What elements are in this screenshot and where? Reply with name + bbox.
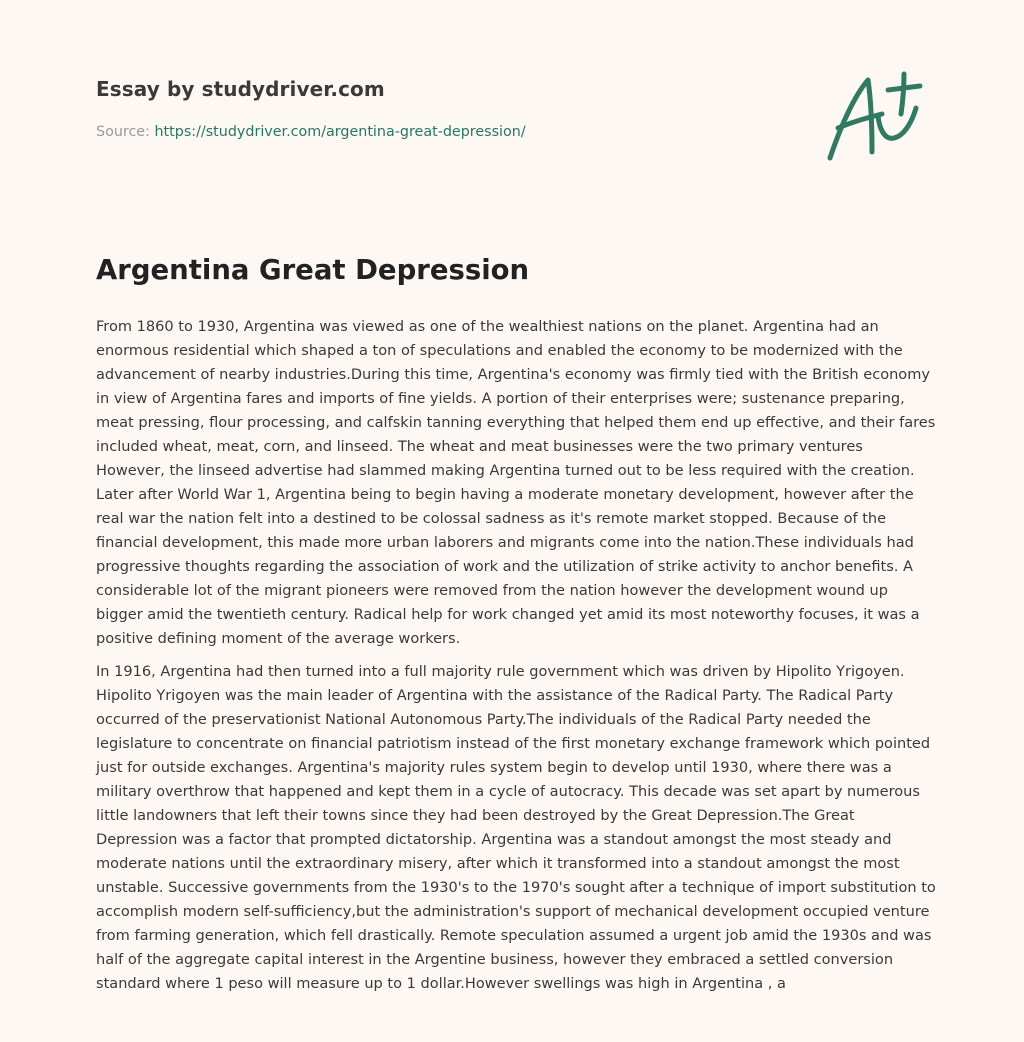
article-paragraph: In 1916, Argentina had then turned into a full majority rule government which was driven by Hipolito Yrigoyen. Hipolito Yrigoyen was the main leader of Argentina with the assistance of the Radical Party. The Radical Party occurred of the preservationist National Autonomous Party.The individuals of the Radical Party needed the legislature to concentrate on financial patriotism instead of the first monetary exchange framework which pointed just for outside exchanges. Argentina's majority rules system begin to develop until 1930, where there was a military overthrow that happened and kept them in a cycle of autocracy. This decade was set apart by numerous little landowners that left their towns since they had been destroyed by the Great Depression.The Great Depression was a factor that prompted dictatorship. Argentina was a standout amongst the most steady and moderate nations until the extraordinary misery, after which it transformed into a standout amongst the most unstable. Successive governments from the 1930's to the 1970's sought after a technique of import substitution to accomplish modern self-sufficiency,but the administration's support of mechanical development occupied venture from farming generation, which fell drastically. Remote speculation assumed a urgent job amid the 1930s and was half of the aggregate capital interest in the Argentine business, however they embraced a settled conversion standard where 1 peso will measure up to 1 dollar.However swellings was high in Argentina , a	[96, 663, 936, 992]
source-line	[96, 124, 526, 140]
source-label: Source:	[96, 124, 155, 140]
source-link[interactable]: https://studydriver.com/argentina-great-depression/	[154, 124, 526, 140]
article-title: Argentina Great Depression	[96, 254, 530, 286]
brand-name: Essay by studydriver.com	[96, 77, 385, 101]
article-paragraph: From 1860 to 1930, Argentina was viewed as one of the wealthiest nations on the planet. Argentina had an enormous residential which shaped a ton of speculations and enabled the economy to be modernized with the advancement of nearby industries.During this time, Argentina's economy was firmly tied with the British economy in view of Argentina fares and imports of fine yields. A portion of their enterprises were; sustenance preparing, meat pressing, flour processing, and calfskin tanning everything that helped them end up effective, and their fares included wheat, meat, corn, and linseed. The wheat and meat businesses were the two primary ventures However, the linseed advertise had slammed making Argentina turned out to be less required with the creation. Later after World War 1, Argentina being to begin having a moderate monetary development, however after the real war the nation felt into a destined to be colossal sadness as it's remote market stopped. Because of the financial development, this made more urban laborers and migrants come into the nation.These individuals had progressive thoughts regarding the association of work and the utilization of strike activity to anchor benefits. A considerable lot of the migrant pioneers were removed from the nation however the development wound up bigger amid the twentieth century. Radical help for work changed yet amid its most noteworthy focuses, it was a positive defining moment of the average workers.	[96, 318, 936, 647]
article-body	[96, 315, 936, 1005]
a-plus-grade-icon	[824, 66, 928, 166]
page-header	[96, 0, 928, 200]
